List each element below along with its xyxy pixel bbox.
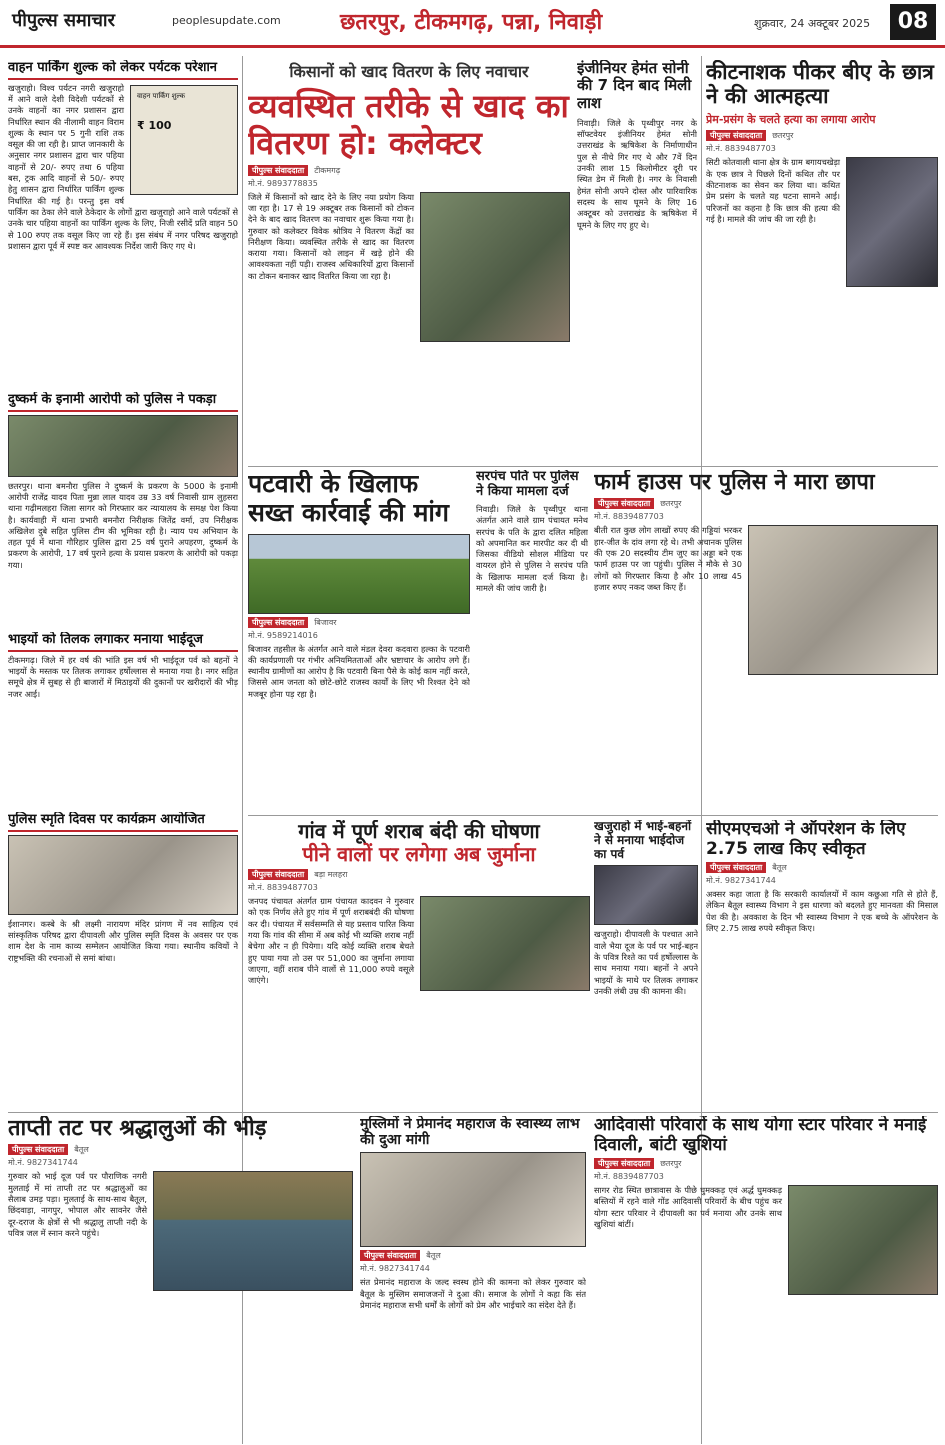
- byline-reporter: पीपुल्स संवाददाता: [594, 1158, 654, 1169]
- story-body: ईशानगर। कस्बे के श्री लक्ष्मी नारायण मंदिर प्रांगण में नव साहित्य एवं सांस्कृतिक परिषद द्वारा दीपावली और पुलिस स्मृति दिवस के अवसर पर एक शाम देश के नाम काव्य सम्मेलन आयोजित किया गया। स्थानीय कवियों ने राष्ट्रभक्ति की रचनाओं से समां बांधा।: [8, 918, 238, 963]
- story-headline: गांव में पूर्ण शराब बंदी की घोषणा: [298, 820, 540, 843]
- story-headline: व्यवस्थित तरीके से खाद का वितरण हो: कलेक्टर: [248, 87, 569, 162]
- festival-photo: [594, 865, 698, 925]
- byline-place: छतरपुर: [660, 1159, 682, 1169]
- story-kicker: किसानों को खाद वितरण के लिए नवाचार: [289, 62, 529, 81]
- story-body: संत प्रेमानंद महाराज के जल्द स्वस्थ होने की कामना को लेकर गुरुवार को बैतूल के मुस्लिम समाजजनों ने दुआ की। समाज के लोगों ने कहा कि संत प्रेमानंद महाराज सभी धर्मों के लोगों को प्रेम और भाईचारे का संदेश देते हैं।: [360, 1277, 586, 1310]
- byline-reporter: पीपुल्स संवाददाता: [594, 498, 654, 509]
- student-portrait-photo: [846, 157, 938, 287]
- story-headline: आदिवासी परिवारों के साथ योगा स्टार परिवार ने मनाई दिवाली, बांटी खुशियां: [594, 1116, 927, 1155]
- byline-reporter: पीपुल्स संवाददाता: [248, 869, 308, 880]
- story-headline: ताप्ती तट पर श्रद्धालुओं की भीड़: [8, 1116, 267, 1141]
- reporter-mobile: मो.नं. 9827341744: [8, 1158, 78, 1168]
- byline-reporter: पीपुल्स संवाददाता: [248, 617, 308, 628]
- section-divider: [248, 815, 938, 816]
- story-body: छतरपुर। थाना बमनौरा पुलिस ने दुष्कर्म के प्रकरण के 5000 के इनामी आरोपी राजेंद्र यादव पिता मुन्ना लाल यादव उम्र 33 वर्ष निवासी ग्राम लुहसरा थाना गढ़ीमलहरा जिला सागर को गिरफ्तार कर न्यायालय के समक्ष पेश किया है। कार्यवाही में थाना प्रभारी बमनौरा निरीक्षक जितेंद्र वर्मा, उप निरीक्षक अखिलेश दुबे सहित पुलिस टीम की भूमिका रही है। न्याय पथ अभियान के तहत पूर्व में थाना गौरिहार पुलिस द्वारा 25 वर्ष पुराने अपहरण, दुष्कर्म के प्रकरण के आरोपी, 17 वर्ष पुराने हत्या के प्रयास प्रकरण के आरोपी को पकड़ा गया।: [8, 480, 238, 570]
- story-headline: इंजीनियर हेमंत सोनी की 7 दिन बाद मिली लाश: [577, 60, 692, 112]
- reporter-mobile: मो.नं. 8839487703: [248, 883, 318, 892]
- story-body: बीती रात कुछ लोग लाखों रुपए की गड्डियां भरकर हार-जीत के दांव लगा रहे थे। तभी अचानक पुलिस की एक 20 सदस्यीय टीम जुए का अड्डा बने एक फार्म हाउस पर जा पहुंची। पुलिस ने मौके से 30 लोगों को गिरफ्तार किया है और 10 लाख 45 हजार रुपए नकद जब्त किए हैं।: [594, 525, 742, 592]
- byline-place: छतरपुर: [660, 499, 682, 509]
- byline-place: बैतूल: [426, 1251, 441, 1261]
- story-village-liquor-ban: [248, 820, 590, 1110]
- story-police-memorial-day: [8, 812, 238, 1104]
- diwali-celebration-photo: [788, 1185, 938, 1295]
- story-prayer-for-premanand: [360, 1116, 586, 1441]
- story-body: निवाड़ी। जिले के पृथ्वीपुर नगर के सॉफ्टवेयर इंजीनियर हेमंत सोनी उत्तराखंड के ऋषिकेश के निर्माणाधीन पुल से नीचे गिर गए थे और 7वें दिन उनकी लाश 15 किलोमीटर दूरी पर स्थित डेम में मिली है। नगर के निवासी हेमंत सोनी अपने दोस्त और पारिवारिक सदस्य के साथ घूमने के लिए 16 अक्टूबर को उत्तराखंड के ऋषिकेश में घूमने के लिए गए हुए थे।: [577, 117, 697, 230]
- reporter-mobile: मो.नं. 9827341744: [360, 1264, 430, 1274]
- byline-reporter: पीपुल्स संवाददाता: [8, 1144, 68, 1155]
- byline: [248, 869, 590, 880]
- byline-reporter: पीपुल्स संवाददाता: [360, 1250, 420, 1261]
- byline-place: छतरपुर: [772, 131, 794, 141]
- story-headline: वाहन पार्किंग शुल्क को लेकर पर्यटक परेशान: [8, 60, 238, 80]
- byline-reporter: पीपुल्स संवाददाता: [706, 130, 766, 141]
- byline-place: बड़ा मलहरा: [314, 870, 348, 879]
- story-headline: सीएमएचओ ने ऑपरेशन के लिए 2.75 लाख किए स्वीकृत: [706, 820, 906, 859]
- story-fertilizer-distribution: [248, 60, 570, 460]
- river-bank-photo: [153, 1171, 353, 1291]
- byline: [594, 1158, 938, 1169]
- story-body: निवाड़ी। जिले के पृथ्वीपुर थाना अंतर्गत आने वाले ग्राम पंचायत मनेथ सरपंच के पति के द्वारा दलित महिला को अपमानित कर मारपीट कर दी थी जिसका वीडियो सोशल मीडिया पर वायरल होने से पुलिस ने सरपंच पति के खिलाफ मामला दर्ज किया है। मामले की जांच जारी है।: [476, 503, 588, 594]
- page-number: 08: [890, 4, 936, 40]
- raid-photo: [748, 525, 938, 675]
- parking-receipt-photo: [130, 85, 238, 195]
- story-yoga-star-diwali: [594, 1116, 938, 1441]
- byline: [706, 862, 938, 873]
- story-headline: पटवारी के खिलाफ सख्त कार्रवाई की मांग: [248, 470, 449, 527]
- story-body: गुरुवार को भाई दूज पर्व पर पौराणिक नगरी मुलताई में मां ताप्ती तट पर श्रद्धालुओं का सैलाब उमड़ पड़ा। मुलताई के साथ-साथ बैतूल, छिंदवाड़ा, नागपुर, भोपाल और सावनेर जैसे दूर-दराज के क्षेत्रों से भी श्रद्धालु ताप्ती नदी के पवित्र जल में स्नान करने पहुंचे।: [8, 1171, 147, 1238]
- story-bhaidooj-khajuraho: [594, 820, 698, 1110]
- reporter-mobile: मो.नं. 8839487703: [594, 1172, 664, 1182]
- story-student-suicide: [706, 60, 938, 465]
- story-patwari-action-demand: [248, 470, 470, 810]
- story-body: टीकमगढ़। जिले में हर वर्ष की भांति इस वर्ष भी भाईदूज पर्व को बहनों ने भाइयों के मस्तक पर तिलक लगाकर हर्षोल्लास से मनाया गया है। नगर सहित समूचे क्षेत्र में सुबह से ही बाजारों में मिठाइयों की दुकानों पर खरीदारों की भीड़ नजर आई।: [8, 654, 238, 699]
- newspaper-logo: पीपुल्स समाचार: [12, 10, 115, 31]
- reporter-mobile: मो.नं. 9893778835: [248, 178, 318, 188]
- reporter-mobile: मो.नं. 9827341744: [706, 876, 776, 886]
- story-headline-2: पीने वालों पर लगेगा अब जुर्माना: [302, 842, 536, 866]
- story-body: बिजावर तहसील के अंतर्गत आने वाले मंडल देवरा कदवारा हल्का के पटवारी की कार्यप्रणाली पर गंभीर अनियमितताओं और भ्रष्टाचार के आरोप लगे हैं। स्थानीय ग्रामीणों का आरोप है कि पटवारी बिना पैसे के कोई काम नहीं करते, जिससे आम जनता को छोटे-छोटे राजस्व कार्यों के लिए भी रिश्वत देने को मजबूर होना पड़ रहा है।: [248, 643, 470, 699]
- section-divider: [248, 466, 938, 467]
- prayer-gathering-photo: [360, 1152, 586, 1247]
- website-url[interactable]: peoplesupdate.com: [172, 14, 281, 27]
- story-engineer-body-found: [577, 60, 697, 460]
- receipt-title: वाहन पार्किंग शुल्क: [137, 91, 185, 100]
- story-body: सागर रोड स्थित छात्रावास के पीछे घुमक्कड़ एवं अर्द्ध घुमक्कड़ बस्तियों में रहने वाले गोंड आदिवासी परिवारों के बीच पहुंच कर योगा स्टार परिवार ने दीपावली का पर्व मनाया और उनके साथ खुशियां बांटीं।: [594, 1185, 782, 1230]
- byline-place: बिजावर: [314, 617, 337, 627]
- story-headline: खजुराहो में भाई-बहनों ने से मनाया भाईदोज का पर्व: [594, 820, 692, 861]
- event-photo: [8, 835, 238, 915]
- collector-inspection-photo: [420, 192, 570, 342]
- masthead: [0, 0, 945, 48]
- story-body: सिटी कोतवाली थाना क्षेत्र के ग्राम बगायचखेड़ा के एक छात्र ने पिछले दिनों कथित तौर पर कीटनाशक का सेवन कर लिया था। कथित प्रेम प्रसंग के चलते यह घटना सामने आई। परिजनों का कहना है कि छात्र की हत्या की गई है। मामले की जांच की जा रही है।: [706, 157, 840, 224]
- reporter-mobile: मो.नं. 9589214016: [248, 630, 318, 640]
- byline-place: बैतूल: [772, 863, 787, 873]
- story-headline: भाइयों को तिलक लगाकर मनाया भाईदूज: [8, 632, 238, 652]
- reporter-mobile: मो.नं. 8839487703: [594, 512, 664, 522]
- byline: [248, 617, 470, 628]
- story-body: खजुराहो। दीपावली के पश्चात आने वाले भैया दूज के पर्व पर भाई-बहन के पवित्र रिश्ते का पर्व हर्षोल्लास के साथ मनाया गया। बहनों ने अपने भाइयों के माथे पर तिलक लगाकर उनकी लंबी उम्र की कामना की।: [594, 929, 698, 996]
- byline: [8, 1144, 353, 1155]
- byline: [594, 498, 938, 509]
- story-headline: दुष्कर्म के इनामी आरोपी को पुलिस ने पकड़ा: [8, 392, 238, 412]
- section-divider: [8, 1112, 938, 1113]
- story-body: जनपद पंचायत अंतर्गत ग्राम पंचायत कादवन ने गुरुवार को एक निर्णय लेते हुए गांव में पूर्ण शराबबंदी की घोषणा कर दी। पंचायत में सर्वसम्मति से यह प्रस्ताव पारित किया गया कि गांव की सीमा में अब कोई भी व्यक्ति शराब नहीं बेचेगा और न ही पियेगा। यदि कोई व्यक्ति शराब बेचते हुए पाया गया तो उस पर 51,000 का जुर्माना लगाया जाएगा, वहीं शराब पीने वालों से 11,000 रुपये वसूले जाएंगे।: [248, 896, 414, 986]
- byline-place: टीकमगढ़: [314, 165, 341, 175]
- dateline: शुक्रवार, 24 अक्टूबर 2025: [754, 17, 871, 30]
- field-photo: [248, 534, 470, 614]
- village-meeting-photo: [420, 896, 590, 991]
- byline: [706, 130, 938, 141]
- byline-place: बैतूल: [74, 1145, 89, 1155]
- story-headline: पुलिस स्मृति दिवस पर कार्यक्रम आयोजित: [8, 812, 238, 832]
- story-body: जिले में किसानों को खाद देने के लिए नया प्रयोग किया जा रहा है। 17 से 19 अक्टूबर तक किसानों को टोकन देने के बाद खाद वितरण का नवाचार शुरू किया गया है। गुरुवार को कलेक्टर विवेक श्रोत्रिय ने वितरण केंद्रों का निरीक्षण किया। व्यवस्थित तरीके से खाद का वितरण कराया गया। किसानों को लाइन में खड़े होने की आवश्यकता नहीं पड़ी। राजस्व अधिकारियों द्वारा किसानों का टोकन बनाकर खाद वितरित किया जा रहा है।: [248, 191, 414, 281]
- story-subhead: प्रेम-प्रसंग के चलते हत्या का लगाया आरोप: [706, 113, 876, 127]
- byline-reporter: पीपुल्स संवाददाता: [706, 862, 766, 873]
- story-cmho-operation-fund: [706, 820, 938, 1110]
- byline-reporter: पीपुल्स संवाददाता: [248, 165, 308, 176]
- story-headline: कीटनाशक पीकर बीए के छात्र ने की आत्महत्या: [706, 60, 934, 109]
- police-team-photo: [8, 415, 238, 477]
- receipt-amount: ₹ 100: [137, 118, 172, 132]
- story-sarpanch-husband-case: [476, 470, 588, 810]
- story-body: खजुराहो। विश्व पर्यटन नगरी खजुराहो में आने वाले देशी विदेशी पर्यटकों से उनके वाहनों का नगर प्रशासन द्वारा निर्धारित स्थान की नीलामी वाहन विराम शुल्क के स्थान पर 5 गुनी राशि तक वसूल की जा रही है। प्राप्त जानकारी के अनुसार नगर प्रशासन द्वारा चार पहिया वाहनों से 20/- रुपए तथा 6 पहिया बस, ट्रक आदि वाहनों से 50/- रुपए हेतु शासन द्वारा निर्धारित पार्किंग शुल्क निर्धारित की गई है। परन्तु इस वर्ष पार्किंग का ठेका लेने वाले ठेकेदार के लोगों द्वारा खजुराहो आने वाले पर्यटकों से उनके चार पहिया वाहनों का पार्किंग शुल्क के लिए, निजी रसीदें प्रति वाहन 50 से 100 रुपए तक वसूल किए जा रहे हैं। इस संबंध में नगर परिषद खजुराहो प्रशासन द्वारा पूर्व में स्पष्ट कर आवश्यक निर्देश जारी किए गए थे।: [8, 82, 238, 251]
- byline: [360, 1250, 586, 1261]
- story-headline: सरपंच पति पर पुलिस ने किया मामला दर्ज: [476, 470, 579, 499]
- region-title: छतरपुर, टीकमगढ़, पन्ना, निवाड़ी: [340, 10, 603, 35]
- story-parking-fee: [8, 60, 238, 385]
- story-headline: मुस्लिमों ने प्रेमानंद महाराज के स्वास्थ्य लाभ की दुआ मांगी: [360, 1116, 580, 1149]
- story-farmhouse-raid: [594, 470, 938, 810]
- story-tapti-devotees: [8, 1116, 353, 1441]
- reporter-mobile: मो.नं. 8839487703: [706, 144, 776, 154]
- story-bhaidooj-tikamgarh: [8, 632, 238, 807]
- story-headline: फार्म हाउस पर पुलिस ने मारा छापा: [594, 470, 875, 495]
- story-body: अक्सर कहा जाता है कि सरकारी कार्यालयों में काम कछुआ गति से होते हैं, लेकिन बैतूल स्वास्थ्य विभाग ने इस धारणा को बदलते हुए मानवता की मिसाल पेश की है। अवकाश के दिन भी स्वास्थ्य विभाग ने एक बच्चे के ऑपरेशन के लिए 2.75 लाख रुपये स्वीकृत किए।: [706, 889, 938, 934]
- story-rape-accused-arrest: [8, 392, 238, 627]
- byline: [248, 165, 570, 176]
